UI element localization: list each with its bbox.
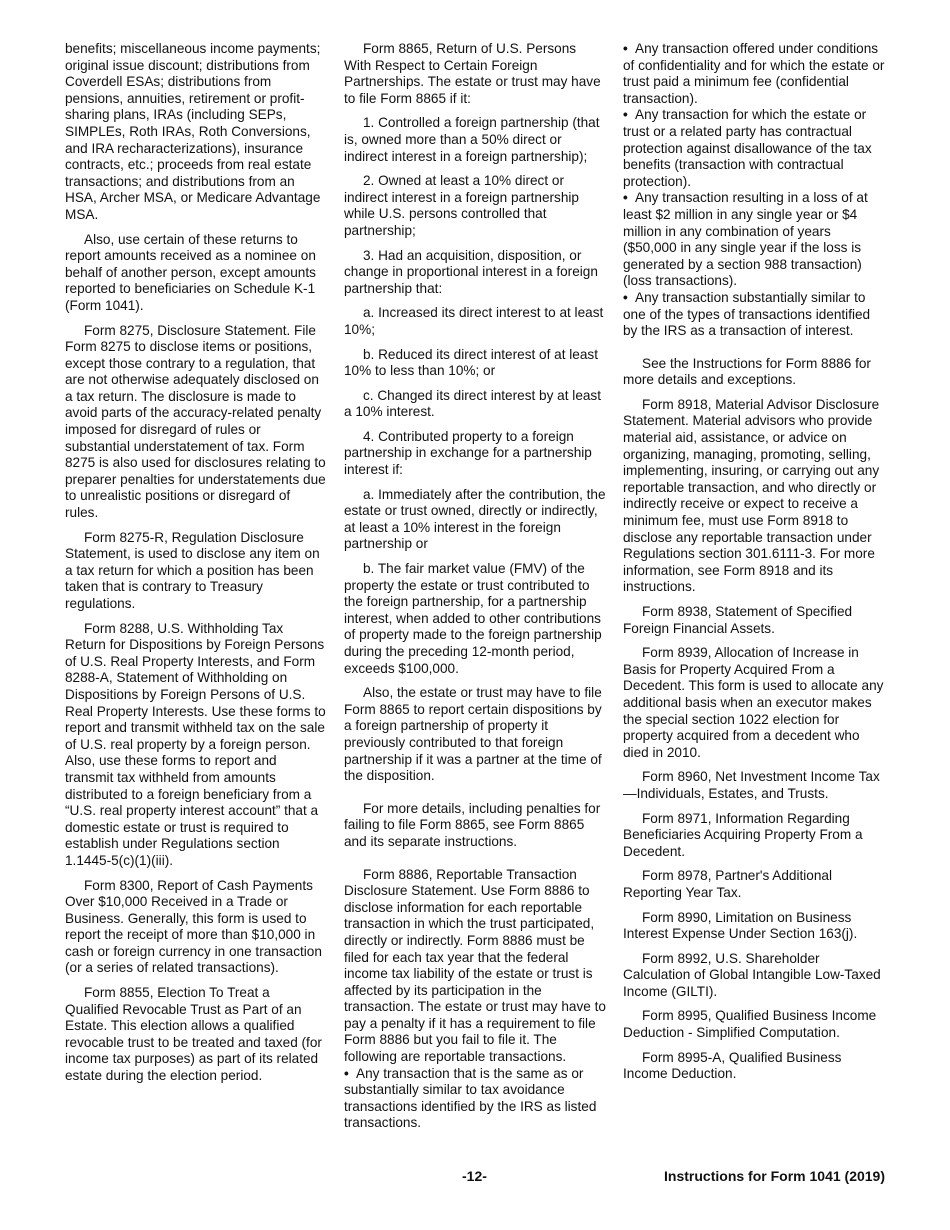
bullet-item: • Any transaction for which the estate or trust or a related party has contractual protection against disallowance of the tax benefits (transaction with contractual protection). [623,107,885,190]
paragraph: Form 8918, Material Advisor Disclosure Statement. Material advisors who provide material aid, assistance, or advice on organizing, managing, promoting, selling, implementing, insuring, or carrying out any reportable transaction, and who directly or indirectly receive or expect to receive a minimum fee, must use Form 8918 to disclose any reportable transaction under Regulations section 301.6111-3. For more information, see Form 8918 and its instructions. [623,396,880,595]
paragraph: Also, use certain of these returns to report amounts received as a nominee on behalf of another person, except amounts reported to beneficiaries on Schedule K-1 (Form 1041). [65,231,316,313]
paragraph: Form 8865, Return of U.S. Persons With Respect to Certain Foreign Partnerships. The estate or trust may have to file Form 8865 if it: [344,41,601,106]
list-item: 4. Contributed property to a foreign partnership in exchange for a partnership interest if: [344,428,592,478]
list-item: b. The fair market value (FMV) of the property the estate or trust contributed to the foreign partnership, for a partnership interest, when added to other contributions of property made to the foreign partnership during the preceding 12-month period, exceeds $100,000. [344,561,602,676]
bullet-item: • Any transaction substantially similar to one of the types of transactions identified by the IRS as a transaction of interest. [623,290,885,340]
paragraph: Form 8990, Limitation on Business Interest Expense Under Section 163(j). [623,909,858,942]
list-item: 3. Had an acquisition, disposition, or change in proportional interest in a foreign partnership that: [344,247,598,296]
paragraph: Form 8275, Disclosure Statement. File Form 8275 to disclose items or positions, except those contrary to a regulation, that are not otherwise adequately disclosed on a tax return. The disclosure is made to avoid parts of the accuracy-related penalty imposed for disregard of rules or substantial understatement of tax. Form 8275 is also used for disclosures relating to preparer penalties for understatements due to unrealistic positions or disregard of rules. [65,322,326,521]
list-item: 2. Owned at least a 10% direct or indirect interest in a foreign partnership while U.S. persons controlled that partnership; [344,173,579,238]
paragraph: Form 8938, Statement of Specified Foreign Financial Assets. [623,604,853,636]
paragraph: Form 8971, Information Regarding Beneficiaries Acquiring Property From a Decedent. [623,810,863,859]
list-item: c. Changed its direct interest by at least a 10% interest. [344,387,602,420]
paragraph: Form 8995, Qualified Business Income Deduction - Simplified Computation. [623,1008,877,1041]
paragraph: For more details, including penalties for failing to file Form 8865, see Form 8865 and its separate instructions. [344,800,601,849]
paragraph: See the Instructions for Form 8886 for more details and exceptions. [623,355,871,388]
column-2 [344,41,606,1132]
paragraph: Form 8288, U.S. Withholding Tax Return for Dispositions by Foreign Persons of U.S. Real Property Interests, and Form 8288-A, Statement of Withholding on Dispositions by Foreign Persons of U.S. Real Property Interests. Use these forms to report and transmit withheld tax on the sale of U.S. real property by a foreign person. Also, use these forms to report and transmit tax withheld from amounts distributed to a foreign beneficiary from a “U.S. real property interest account” that a domestic estate or trust is required to establish under Regulations section 1.1445-5(c)(1)(iii). [65,620,326,868]
bullet-item: • Any transaction offered under conditions of confidentiality and for which the estate or trust paid a minimum fee (confidential transaction). [623,41,885,107]
bullet-item: • Any transaction that is the same as or substantially similar to tax avoidance transactions identified by the IRS as listed transactions. [344,1066,606,1132]
list-item: a. Increased its direct interest to at least 10%; [344,305,604,337]
column-1 [65,41,327,1093]
paragraph: Form 8886, Reportable Transaction Disclosure Statement. Use Form 8886 to disclose information for each reportable transaction in which the trust participated, directly or indirectly. Form 8886 must be filed for each tax year that the federal income tax liability of the estate or trust is affected by its participation in the transaction. The estate or trust may have to pay a penalty if it has a requirement to file Form 8886 but you fail to file it. The following are reportable transactions. [344,866,606,1065]
paragraph: benefits; miscellaneous income payments; original issue discount; distributions from Coverdell ESAs; distributions from pensions, annuities, retirement or profit-sharing plans, IRAs (including SEPs, SIMPLEs, Roth IRAs, Roth Conversions, and IRA recharacterizations), insurance contracts, etc.; proceeds from real estate transactions; and distributions from an HSA, Archer MSA, or Medicare Advantage MSA. [65,41,321,222]
column-3 [623,41,885,1091]
paragraph: Form 8939, Allocation of Increase in Basis for Property Acquired From a Decedent. This form is used to allocate any additional basis when an executor makes the special section 1022 election for property acquired from a decedent who died in 2010. [623,645,884,760]
paragraph: Form 8995-A, Qualified Business Income Deduction. [623,1049,842,1082]
paragraph: Form 8992, U.S. Shareholder Calculation of Global Intangible Low-Taxed Income (GILTI). [623,950,881,999]
list-item: b. Reduced its direct interest of at least 10% to less than 10%; or [344,346,598,379]
paragraph: Form 8978, Partner's Additional Reporting Year Tax. [623,868,832,900]
bullet-item: • Any transaction resulting in a loss of at least $2 million in any single year or $4 million in any combination of years ($50,000 in any single year if the loss is generated by a section 988 transaction) (loss transactions). [623,190,885,290]
page-number: -12- [462,1168,487,1184]
paragraph: Form 8855, Election To Treat a Qualified Revocable Trust as Part of an Estate. This election allows a qualified revocable trust to be treated and taxed (for income tax purposes) as part of its related estate during the election period. [65,985,322,1084]
list-item: 1. Controlled a foreign partnership (that is, owned more than a 50% direct or indirect interest in a foreign partnership); [344,115,600,164]
paragraph: Form 8960, Net Investment Income Tax—Individuals, Estates, and Trusts. [623,769,880,801]
list-item: a. Immediately after the contribution, the estate or trust owned, directly or indirectly, at least a 10% interest in the foreign partnership or [344,486,606,552]
paragraph: Form 8275-R, Regulation Disclosure Statement, is used to disclose any item on a tax return for which a position has been taken that is contrary to Treasury regulations. [65,529,320,611]
document-title: Instructions for Form 1041 (2019) [664,1168,885,1184]
paragraph: Also, the estate or trust may have to file Form 8865 to report certain dispositions by a foreign partnership of property it previously contributed to that foreign partnership if it was a partner at the time of the disposition. [344,685,602,784]
paragraph: Form 8300, Report of Cash Payments Over $10,000 Received in a Trade or Business. Generally, this form is used to report the receipt of more than $10,000 in cash or foreign currency in one transaction (or a series of related transactions). [65,877,322,976]
